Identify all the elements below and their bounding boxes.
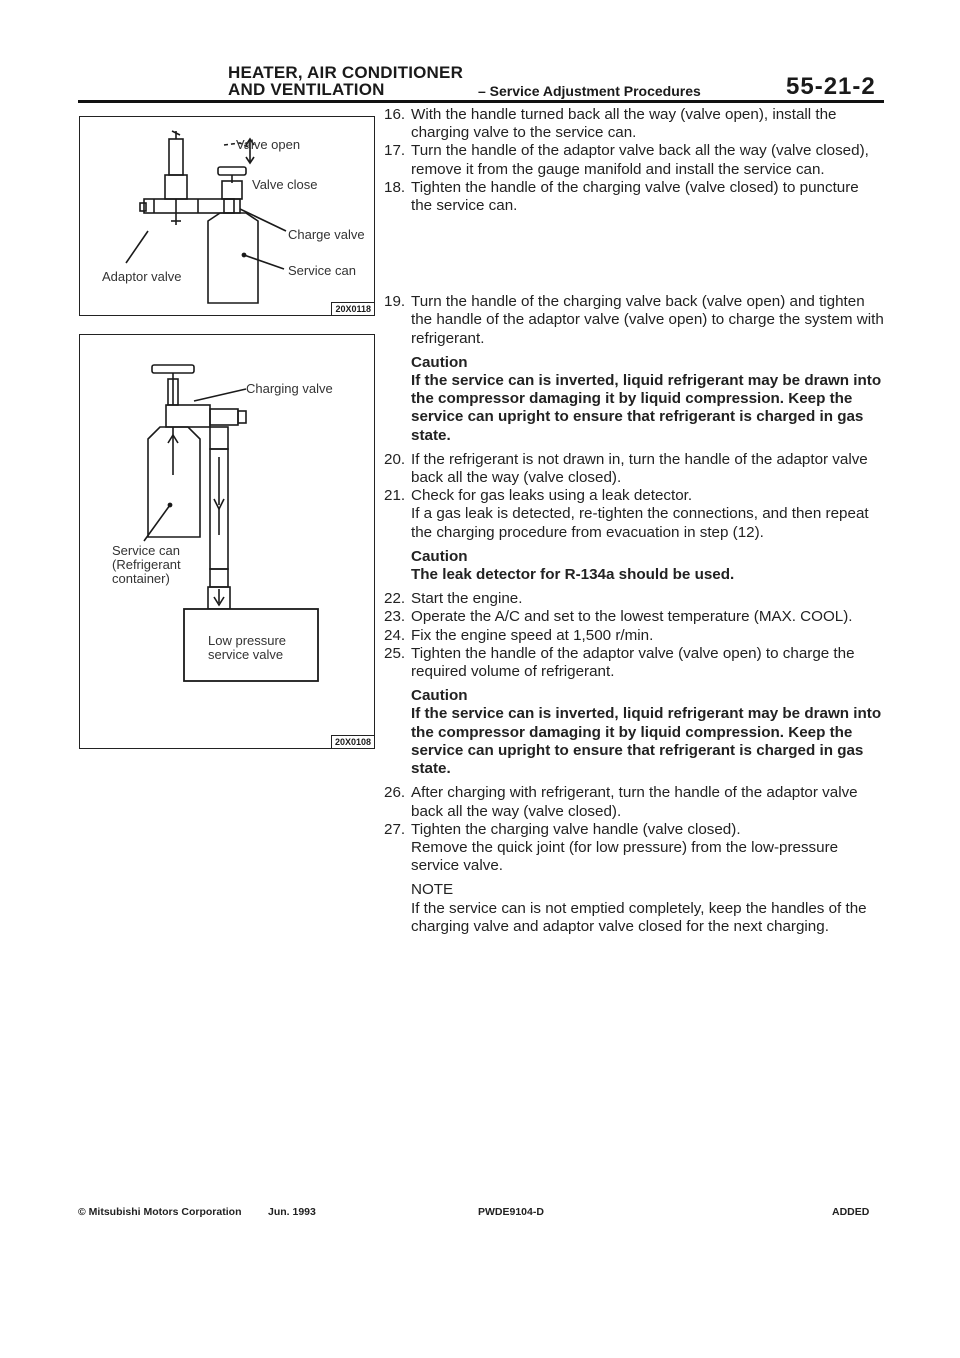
step-number: 26. [384, 784, 406, 802]
header-title-line2: AND VENTILATION [228, 80, 385, 99]
step-18 [384, 179, 884, 215]
step-number: 24. [384, 626, 406, 644]
label-charge-valve: Charge valve [288, 227, 365, 242]
figure-charging-valve-drawing [80, 335, 374, 748]
step-number: 19. [384, 293, 406, 311]
step-23 [384, 608, 884, 626]
step-text: With the handle turned back all the way (valve open), install the charging valve to the service can. [411, 106, 837, 142]
figure-id: 20X0118 [331, 302, 375, 316]
label-valve-close: Valve close [252, 177, 318, 192]
caution-heading: Caution [411, 547, 468, 565]
step-22 [384, 590, 884, 608]
caution-heading: Caution [411, 687, 468, 705]
step-20 [384, 451, 884, 487]
caution-heading: Caution [411, 353, 468, 371]
step-text: Tighten the handle of the charging valve (valve closed) to puncture the service can. [411, 178, 859, 215]
figure-charging-valve [79, 334, 375, 749]
note-text: If the service can is not emptied completely, keep the handles of the charging valve and adaptor valve closed for the next charging. [411, 899, 867, 935]
label-service-can-line2: (Refrigerant [112, 557, 181, 572]
page-number: 55-21-2 [786, 73, 876, 100]
header-rule [78, 100, 884, 103]
step-21 [384, 487, 884, 505]
step-16 [384, 106, 884, 142]
step-19 [384, 293, 884, 348]
figure-adaptor-valve [79, 116, 375, 316]
footer-date: Jun. 1993 [268, 1206, 316, 1218]
step-24 [384, 627, 884, 645]
step-25 [384, 645, 884, 681]
figure-adaptor-valve-drawing [80, 117, 374, 315]
step-text: Turn the handle of the adaptor valve back all the way (valve closed), remove it from the gauge manifold and install the service can. [411, 142, 869, 178]
step-text: If the refrigerant is not drawn in, turn the handle of the adaptor valve back all the way (valve closed). [411, 450, 868, 487]
caution-text: The leak detector for R-134a should be used. [411, 566, 735, 584]
label-service-can-line1: Service can [112, 543, 180, 558]
label-charging-valve: Charging valve [246, 381, 333, 396]
step-text: Turn the handle of the charging valve back (valve open) and tighten the handle of the adaptor valve (valve open) to charge the system with refrigerant. [411, 293, 884, 347]
step-number: 16. [384, 106, 406, 123]
step-text: Tighten the charging valve handle (valve closed). [411, 820, 741, 838]
step-27-detail: Remove the quick joint (for low pressure) from the low-pressure service valve. [411, 838, 839, 875]
procedure-text [384, 106, 884, 936]
step-26 [384, 784, 884, 820]
step-number: 27. [384, 820, 406, 838]
figure-id: 20X0108 [331, 735, 375, 749]
step-21-detail: If a gas leak is detected, re-tighten the connections, and then repeat the charging procedure from evacuation in step (12). [411, 505, 869, 541]
step-text: Tighten the handle of the adaptor valve (valve open) to charge the required volume of refrigerant. [411, 644, 855, 681]
step-text: Fix the engine speed at 1,500 r/min. [411, 626, 654, 644]
header-title-line1: HEATER, AIR CONDITIONER [228, 63, 464, 82]
step-number: 18. [384, 178, 406, 196]
header-subtitle: – Service Adjustment Procedures [478, 83, 701, 99]
step-number: 20. [384, 450, 406, 468]
caution-text: If the service can is inverted, liquid refrigerant may be drawn into the compressor damaging it by liquid compression. Keep the service can upright to ensure that refrigerant is charged in gas state. [411, 372, 882, 444]
label-valve-open: Valve open [236, 137, 301, 152]
label-adaptor-valve: Adaptor valve [102, 269, 182, 284]
step-text: Check for gas leaks using a leak detector. [411, 487, 693, 505]
step-number: 21. [384, 487, 406, 505]
step-17 [384, 142, 884, 178]
step-number: 23. [384, 608, 406, 626]
step-text: Operate the A/C and set to the lowest temperature (MAX. COOL). [411, 608, 853, 626]
label-low-pressure-line2: service valve [208, 647, 284, 662]
step-text: Start the engine. [411, 590, 523, 608]
footer-status: ADDED [832, 1206, 870, 1218]
footer-code: PWDE9104-D [478, 1206, 544, 1218]
step-number: 25. [384, 644, 406, 662]
footer-copyright: © Mitsubishi Motors Corporation [78, 1206, 242, 1218]
step-27 [384, 821, 884, 839]
step-text: After charging with refrigerant, turn the handle of the adaptor valve back all the way (valve closed). [411, 784, 858, 820]
step-number: 17. [384, 142, 406, 160]
note-heading: NOTE [411, 881, 454, 899]
caution-text: If the service can is inverted, liquid refrigerant may be drawn into the compressor damaging it by liquid compression. Keep the service can upright to ensure that refrigerant is charged in gas state. [411, 705, 882, 778]
label-service-can-line3: container) [112, 571, 170, 586]
label-low-pressure-line1: Low pressure [208, 633, 287, 648]
label-service-can: Service can [288, 263, 356, 278]
step-number: 22. [384, 590, 406, 608]
